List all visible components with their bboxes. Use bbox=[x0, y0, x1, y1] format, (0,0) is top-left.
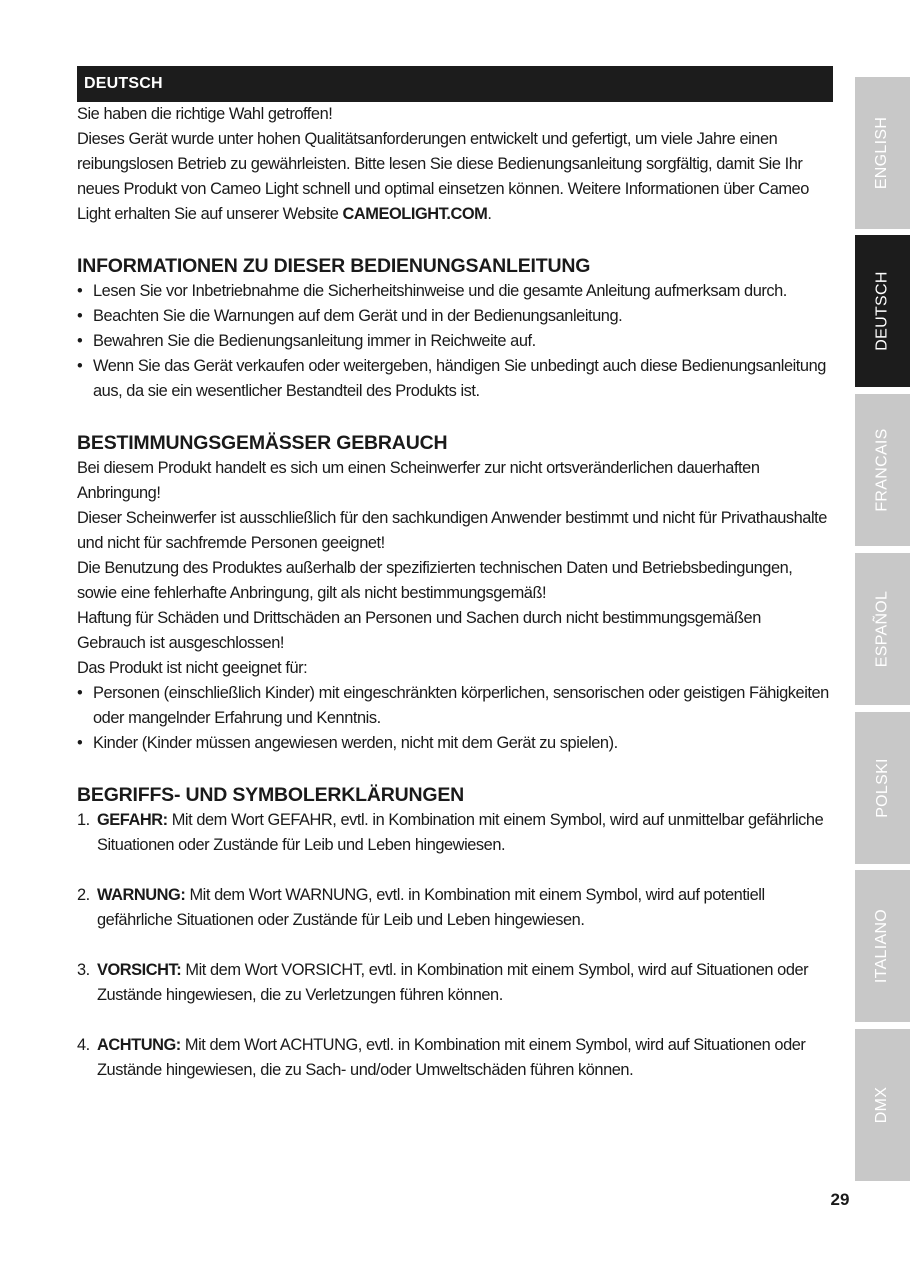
info-bullet-list bbox=[77, 279, 833, 404]
term-item bbox=[77, 808, 833, 858]
language-header-bar bbox=[77, 66, 833, 102]
tab-label: ESPAÑOL bbox=[873, 590, 891, 668]
section-title-use: BESTIMMUNGSGEMÄSSER GEBRAUCH bbox=[77, 432, 448, 454]
tab-deutsch[interactable] bbox=[855, 235, 910, 387]
term-item bbox=[77, 1033, 833, 1083]
tab-label: FRANCAIS bbox=[873, 428, 891, 512]
term-number: 2. bbox=[77, 886, 90, 904]
tab-polski[interactable] bbox=[855, 712, 910, 864]
term-label: WARNUNG: bbox=[97, 886, 186, 904]
list-item: • Bewahren Sie die Bedienungsanleitung immer in Reichweite auf. bbox=[77, 329, 833, 354]
term-number: 4. bbox=[77, 1036, 90, 1054]
tab-label: DMX bbox=[873, 1086, 891, 1124]
tab-label: POLSKI bbox=[873, 758, 891, 818]
tab-english[interactable] bbox=[855, 77, 910, 229]
term-label: VORSICHT: bbox=[97, 961, 182, 979]
intro-paragraph bbox=[77, 127, 833, 227]
term-text: Mit dem Wort ACHTUNG, evtl. in Kombination mit einem Symbol, wird auf Situationen oder Zustände hingewiesen, die zu Sach- und/oder Umweltschäden führen können. bbox=[97, 1036, 806, 1079]
term-label: GEFAHR: bbox=[97, 811, 168, 829]
term-item bbox=[77, 958, 833, 1008]
term-text: Mit dem Wort WARNUNG, evtl. in Kombination mit einem Symbol, wird auf potentiell gefährliche Situationen oder Zustände für Leib und Leben hingewiesen. bbox=[97, 886, 765, 929]
term-number: 3. bbox=[77, 961, 90, 979]
list-item: • Wenn Sie das Gerät verkaufen oder weitergeben, händigen Sie unbedingt auch diese Bedienungsanleitung aus, da sie ein wesentlicher Bestandteil des Produkts ist. bbox=[77, 354, 833, 404]
use-paragraph: Bei diesem Produkt handelt es sich um einen Scheinwerfer zur nicht ortsveränderlichen dauerhaften Anbringung! bbox=[77, 459, 760, 502]
term-number: 1. bbox=[77, 811, 90, 829]
section-title-terms: BEGRIFFS- UND SYMBOLERKLÄRUNGEN bbox=[77, 784, 465, 806]
intro-text: Dieses Gerät wurde unter hohen Qualitätsanforderungen entwickelt und gefertigt, um viele Jahre einen reibungslosen Betrieb zu gewährleisten. Bitte lesen Sie diese Bedienungsanleitung sorgfältig, damit Sie Ihr neues Produkt von Cameo Light schnell und optimal einsetzen können. Weitere Informationen über Cameo Light erhalten Sie auf unserer Website bbox=[77, 130, 809, 223]
term-item bbox=[77, 883, 833, 933]
term-text: Mit dem Wort VORSICHT, evtl. in Kombination mit einem Symbol, wird auf Situationen oder Zustände hingewiesen, die zu Verletzungen führen können. bbox=[97, 961, 809, 1004]
tab-label: ITALIANO bbox=[873, 908, 891, 984]
manual-page bbox=[77, 66, 833, 1083]
term-text: Mit dem Wort GEFAHR, evtl. in Kombination mit einem Symbol, wird auf unmittelbar gefährliche Situationen oder Zustände für Leib und Leben hingewiesen. bbox=[97, 811, 824, 854]
term-label: ACHTUNG: bbox=[97, 1036, 181, 1054]
intro-end: . bbox=[487, 205, 492, 223]
use-bullet-list bbox=[77, 681, 833, 756]
tab-label: DEUTSCH bbox=[873, 271, 891, 351]
use-paragraph: Das Produkt ist nicht geeignet für: bbox=[77, 659, 308, 677]
list-item: • Lesen Sie vor Inbetriebnahme die Sicherheitshinweise und die gesamte Anleitung aufmerksam durch. bbox=[77, 279, 833, 304]
section-title-info: INFORMATIONEN ZU DIESER BEDIENUNGSANLEITUNG bbox=[77, 255, 591, 277]
tab-label: ENGLISH bbox=[873, 116, 891, 190]
use-paragraph: Dieser Scheinwerfer ist ausschließlich für den sachkundigen Anwender bestimmt und nicht für Privathaushalte und nicht für sachfremde Personen geeignet! bbox=[77, 509, 827, 552]
website-link[interactable]: CAMEOLIGHT.COM bbox=[342, 205, 488, 223]
language-header-label: DEUTSCH bbox=[84, 75, 163, 92]
tab-francais[interactable] bbox=[855, 394, 910, 546]
tab-italiano[interactable] bbox=[855, 870, 910, 1022]
list-item: • Personen (einschließlich Kinder) mit eingeschränkten körperlichen, sensorischen oder geistigen Fähigkeiten oder mangelnder Erfahrung und Kenntnis. bbox=[77, 681, 833, 731]
tab-dmx[interactable] bbox=[855, 1029, 910, 1181]
intro-line: Sie haben die richtige Wahl getroffen! bbox=[77, 105, 333, 123]
page-content bbox=[77, 102, 833, 1083]
list-item: • Beachten Sie die Warnungen auf dem Gerät und in der Bedienungsanleitung. bbox=[77, 304, 833, 329]
tab-espanol[interactable] bbox=[855, 553, 910, 705]
use-paragraph: Haftung für Schäden und Drittschäden an Personen und Sachen durch nicht bestimmungsgemäßen Gebrauch ist ausgeschlossen! bbox=[77, 609, 761, 652]
terms-list bbox=[77, 808, 833, 1083]
use-paragraph: Die Benutzung des Produktes außerhalb der spezifizierten technischen Daten und Betriebsbedingungen, sowie eine fehlerhafte Anbringung, gilt als nicht bestimmungsgemäß! bbox=[77, 559, 793, 602]
page-number: 29 bbox=[830, 1190, 850, 1209]
list-item: • Kinder (Kinder müssen angewiesen werden, nicht mit dem Gerät zu spielen). bbox=[77, 731, 833, 756]
